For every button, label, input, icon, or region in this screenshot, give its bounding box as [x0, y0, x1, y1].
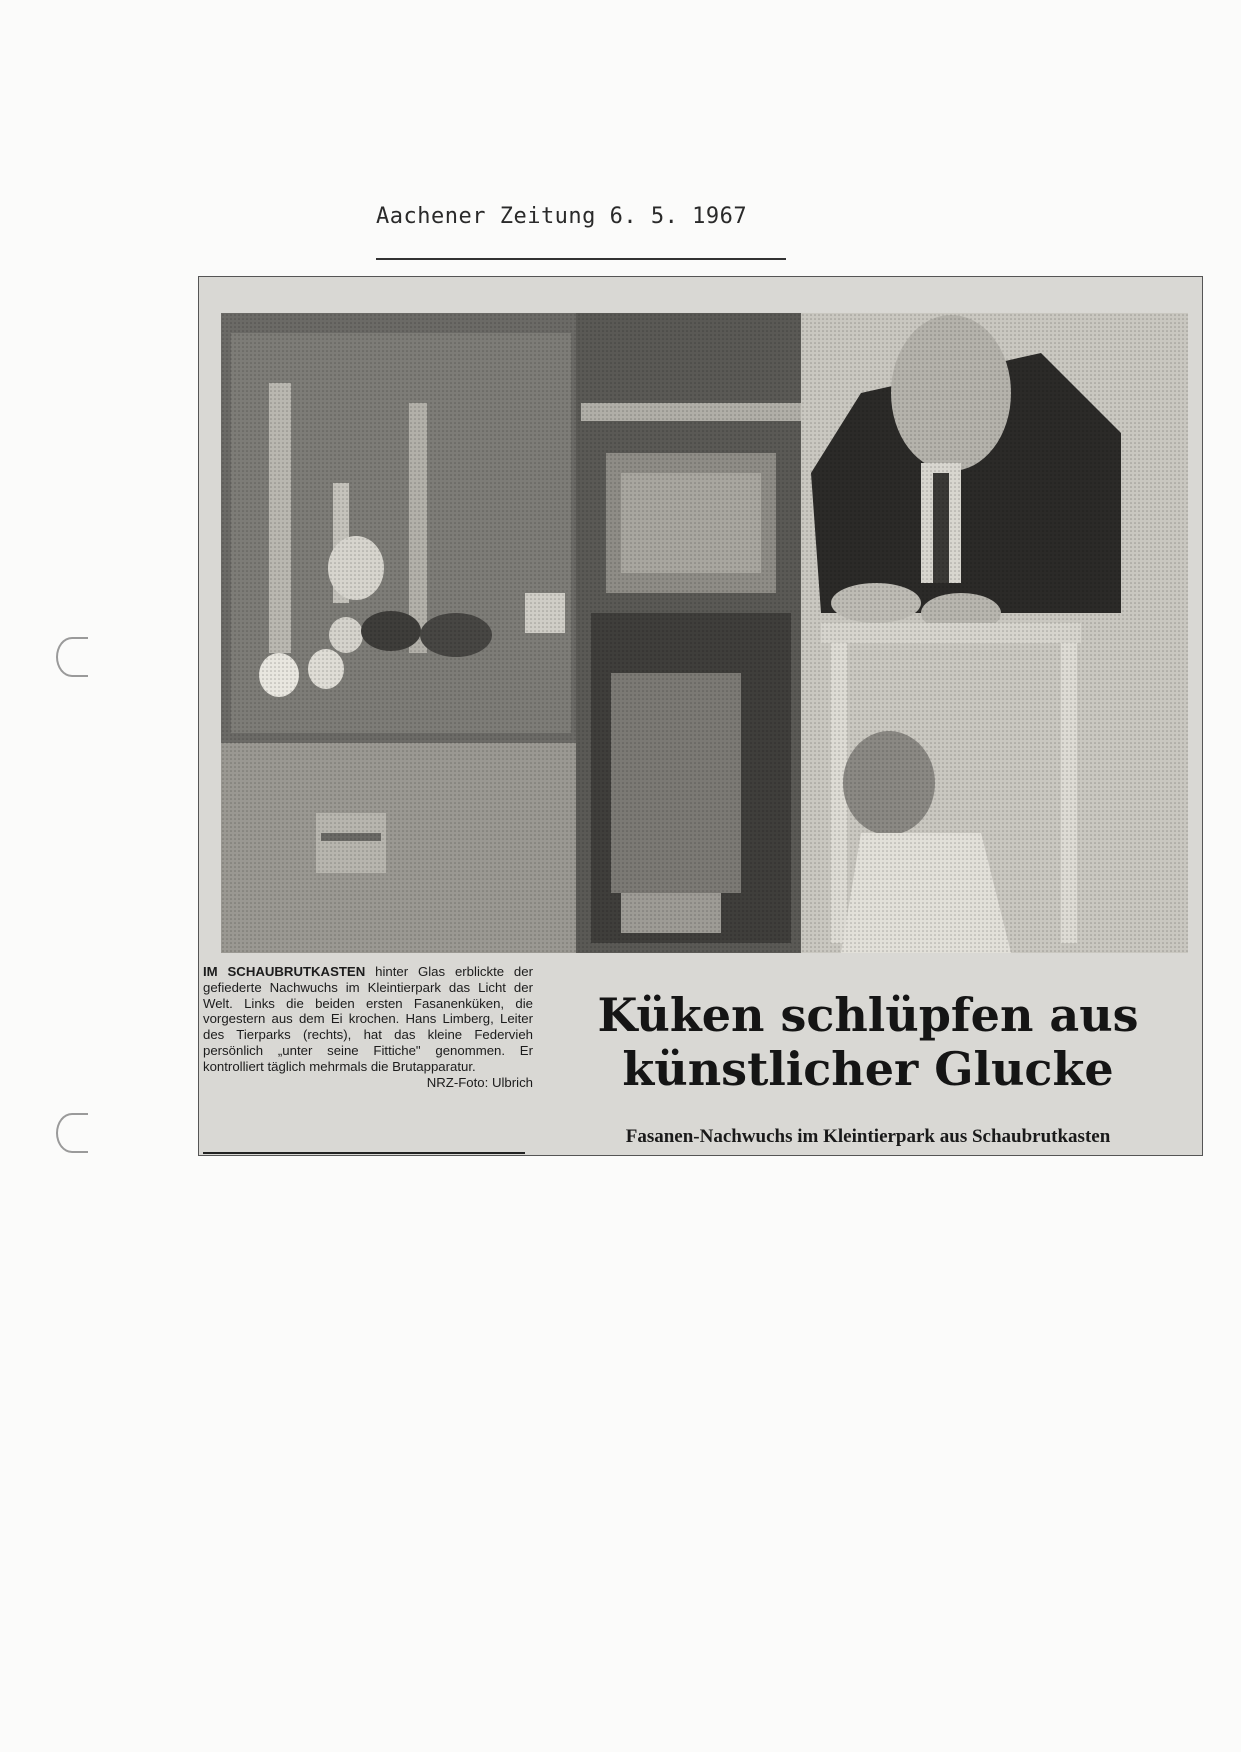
punch-hole-top [56, 637, 88, 677]
headline [543, 988, 1193, 1096]
photo-credit: NRZ-Foto: Ulbrich [426, 1074, 533, 1090]
headline-line-2: künstlicher Glucke [622, 1042, 1114, 1096]
subheadline: Fasanen-Nachwuchs im Kleintierpark aus Schaubrutkasten [625, 1126, 1111, 1147]
header-underline [376, 258, 786, 260]
caption-body: hinter Glas erblickte der gefiederte Nachwuchs im Kleintierpark das Licht der Welt. Links die beiden ersten Fasanenküken, die vorgestern aus dem Ei krochen. Hans Limberg, Leiter des Tierparks (rechts), hat das kleine Federvieh persönlich „unter seine Fittiche" genommen. Er kontrolliert täglich mehrmals die Brutapparatur. [203, 964, 533, 1074]
caption-lead: IM SCHAUBRUTKASTEN [203, 964, 366, 979]
news-photo [221, 313, 1188, 953]
photo-caption [203, 964, 533, 1144]
newspaper-clipping [198, 276, 1203, 1156]
caption-rule [203, 1152, 525, 1154]
headline-line-1: Küken schlüpfen aus [597, 988, 1139, 1042]
punch-hole-bottom [56, 1113, 88, 1153]
typed-header: Aachener Zeitung 6. 5. 1967 [376, 204, 748, 229]
